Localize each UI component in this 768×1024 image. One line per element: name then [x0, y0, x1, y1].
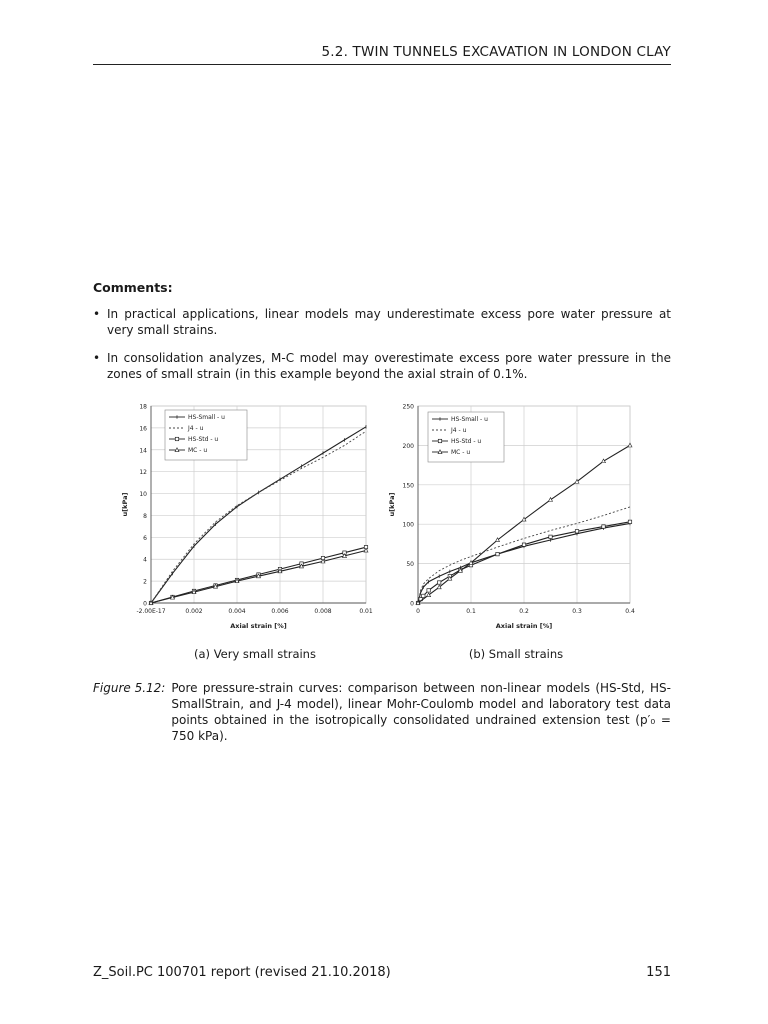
legend-label: J4 - u: [451, 427, 467, 435]
comments-heading: Comments:: [93, 280, 173, 295]
caption-label: Figure 5.12:: [93, 681, 166, 695]
chart-b-svg: [385, 398, 647, 640]
y-tick-label: 50: [406, 561, 414, 569]
legend-label: HS-Small - u: [188, 414, 225, 422]
caption-text: Pore pressure-strain curves: comparison between non-linear models (HS-Std, HS-SmallStrain, and J-4 model), linear Mohr-Coulomb model and laboratory test data points obtained in the isotropically consolidated undrained extension test (p′₀ = 750 kPa).: [171, 681, 671, 743]
y-tick-label: 0: [143, 600, 147, 608]
y-tick-label: 250: [402, 403, 414, 411]
legend-label: MC - u: [451, 449, 471, 457]
y-tick-label: 14: [139, 447, 147, 455]
data-point: [422, 594, 425, 597]
x-tick-label: 0.004: [228, 608, 246, 615]
data-point: [496, 552, 499, 555]
x-tick-label: 0.008: [314, 608, 332, 615]
legend-label: HS-Small - u: [451, 416, 488, 424]
bullet-icon: •: [93, 351, 101, 365]
y-tick-label: 10: [139, 491, 147, 499]
header-rule: [93, 64, 671, 65]
data-point: [522, 543, 525, 546]
x-tick-label: 0.2: [519, 608, 529, 615]
data-point: [575, 530, 578, 533]
y-axis-label: u[kPa]: [388, 492, 396, 517]
x-tick-label: 0.3: [572, 608, 582, 615]
x-tick-label: 0.002: [185, 608, 203, 615]
legend-label: HS-Std - u: [451, 438, 482, 446]
footer-report-title: Z_Soil.PC 100701 report (revised 21.10.2018): [93, 965, 391, 980]
bullet-text: In practical applications, linear models may underestimate excess pore water pressure at very small strains.: [107, 307, 671, 337]
data-point: [438, 581, 441, 584]
list-item: [93, 306, 671, 338]
figure-caption: [93, 680, 671, 744]
y-tick-label: 0: [410, 600, 414, 608]
y-tick-label: 4: [143, 556, 147, 564]
y-tick-label: 200: [402, 442, 414, 450]
x-axis-label: Axial strain [%]: [230, 622, 287, 630]
y-axis-label: u[kPa]: [121, 492, 129, 517]
y-tick-label: 8: [143, 512, 147, 520]
page-footer: [93, 965, 671, 980]
data-point: [549, 535, 552, 538]
x-axis-label: Axial strain [%]: [495, 622, 553, 630]
x-tick-label: 0.006: [271, 608, 289, 615]
x-tick-label: 0.1: [466, 608, 476, 615]
comments-list: [93, 306, 671, 394]
legend-label: HS-Std - u: [188, 436, 219, 444]
data-point: [427, 589, 430, 592]
bullet-icon: •: [93, 307, 101, 321]
legend-marker: [438, 439, 441, 442]
data-point: [602, 525, 605, 528]
page-number: 151: [646, 965, 671, 980]
subcaption-b: (b) Small strains: [468, 647, 564, 661]
x-tick-label: 0: [416, 608, 420, 615]
list-item: [93, 350, 671, 382]
bullet-text: In consolidation analyzes, M-C model may overestimate excess pore water pressure in the zones of small strain (in this example beyond the axial strain of 0.1%.: [107, 351, 671, 381]
y-tick-label: 18: [139, 403, 147, 411]
legend-label: J4 - u: [188, 425, 204, 433]
chart-very-small-strains: [121, 398, 375, 640]
legend-marker: [175, 437, 178, 440]
y-tick-label: 16: [139, 425, 147, 433]
x-tick-label: -2.00E-17: [136, 608, 166, 615]
y-tick-label: 12: [139, 469, 147, 477]
y-tick-label: 100: [402, 521, 414, 529]
chart-small-strains: [385, 398, 647, 640]
chart-a-svg: [121, 398, 375, 640]
x-tick-label: 0.4: [625, 608, 635, 615]
x-tick-label: 0.01: [359, 608, 373, 615]
running-header: 5.2. TWIN TUNNELS EXCAVATION IN LONDON CLAY: [321, 44, 671, 60]
legend-label: MC - u: [188, 447, 208, 455]
y-tick-label: 150: [402, 482, 414, 490]
y-tick-label: 2: [143, 578, 147, 586]
subcaption-a: (a) Very small strains: [194, 647, 316, 661]
data-point: [628, 520, 631, 523]
y-tick-label: 6: [143, 534, 147, 542]
